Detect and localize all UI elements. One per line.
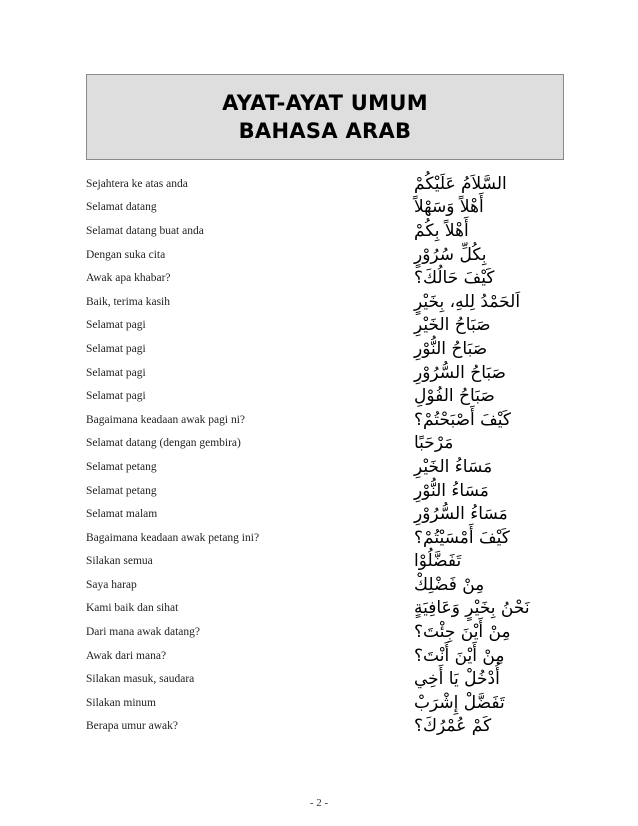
malay-phrase: Selamat pagi [86,342,146,355]
arabic-phrase: تَفَضَّلْ إِشْرَبْ [414,692,505,713]
phrase-row [86,172,564,196]
phrase-row [86,479,564,503]
phrase-row [86,314,564,338]
title-line-1: AYAT-AYAT UMUM [222,91,428,115]
malay-phrase: Silakan masuk, saudara [86,673,195,686]
phrase-row [86,620,564,644]
malay-phrase: Kami baik dan sihat [86,602,179,615]
phrase-row [86,290,564,314]
malay-phrase: Selamat datang buat anda [86,224,204,237]
malay-phrase: Selamat pagi [86,366,146,379]
arabic-phrase: مَسَاءُ النُّوْرِ [414,480,489,501]
phrase-row [86,361,564,385]
phrase-row [86,408,564,432]
phrase-row [86,597,564,621]
arabic-phrase: مِنْ فَضْلِكْ [414,574,485,595]
phrase-row [86,573,564,597]
malay-phrase: Awak apa khabar? [86,272,171,285]
malay-phrase: Selamat pagi [86,319,146,332]
phrase-row [86,266,564,290]
arabic-phrase: اَلحَمْدُ لِلهِ، بِخَيْرٍ [414,291,521,312]
arabic-phrase: كَيْفَ أَمْسَيْتُمْ؟ [414,527,510,548]
malay-phrase: Selamat petang [86,460,157,473]
phrase-row [86,455,564,479]
title-box [86,74,564,160]
arabic-phrase: صَبَاحُ النُّوْرِ [414,338,488,359]
malay-phrase: Bagaimana keadaan awak petang ini? [86,531,260,544]
malay-phrase: Berapa umur awak? [86,720,178,733]
phrase-row [86,337,564,361]
arabic-phrase: صَبَاحُ السُّرُوْرِ [414,362,506,383]
phrase-row [86,715,564,739]
arabic-phrase: مَسَاءُ الخَيْرِ [414,456,493,477]
phrase-row [86,667,564,691]
arabic-phrase: كَمْ عُمْرُكَ؟ [414,716,492,737]
malay-phrase: Awak dari mana? [86,649,167,662]
arabic-phrase: مِنْ أَيْنَ جِئْتَ؟ [414,622,511,643]
malay-phrase: Selamat datang (dengan gembira) [86,437,241,450]
phrase-row [86,384,564,408]
malay-phrase: Selamat malam [86,508,158,521]
arabic-phrase: نَحْنُ بِخَيْرٍ وَعَافِيَةٍ [414,598,530,619]
arabic-phrase: صَبَاحُ الفُوْلِ [414,386,495,407]
malay-phrase: Selamat pagi [86,390,146,403]
malay-phrase: Bagaimana keadaan awak pagi ni? [86,413,246,426]
malay-phrase: Selamat datang [86,201,157,214]
malay-phrase: Dengan suka cita [86,248,166,261]
phrase-list [86,172,564,738]
malay-phrase: Selamat petang [86,484,157,497]
arabic-phrase: مِنْ أَيْنَ أَنْتَ؟ [414,645,505,666]
malay-phrase: Saya harap [86,578,137,591]
malay-phrase: Sejahtera ke atas anda [86,177,188,190]
arabic-phrase: أُدْخُلْ يَا أَخِي [414,669,500,690]
phrase-row [86,432,564,456]
arabic-phrase: أَهْلاً بِكُمْ [414,220,469,241]
phrase-row [86,196,564,220]
phrase-row [86,219,564,243]
malay-phrase: Silakan semua [86,555,153,568]
phrase-row [86,526,564,550]
arabic-phrase: كَيْفَ حَالُكَ؟ [414,268,495,289]
arabic-phrase: مَسَاءُ السُّرُوْرِ [414,504,508,525]
arabic-phrase: أَهْلاً وَسَهْلاً [414,197,484,218]
malay-phrase: Dari mana awak datang? [86,626,200,639]
arabic-phrase: بِكُلِّ سُرُوْرٍ [414,244,487,265]
phrase-row [86,502,564,526]
phrase-row [86,691,564,715]
page-number: - 2 - [309,797,329,809]
arabic-phrase: صَبَاحُ الخَيْرِ [414,315,491,336]
title-line-2: BAHASA ARAB [238,119,412,143]
arabic-phrase: السَّلاَمُ عَلَيْكُمْ [414,173,507,194]
malay-phrase: Silakan minum [86,696,156,709]
arabic-phrase: مَرْحَبًا [414,433,454,454]
phrase-row [86,644,564,668]
phrase-row [86,550,564,574]
arabic-phrase: تَفَضَّلُوْا [414,551,462,572]
phrase-row [86,243,564,267]
arabic-phrase: كَيْفَ أَصْبَحْتُمْ؟ [414,409,511,430]
malay-phrase: Baik, terima kasih [86,295,170,308]
